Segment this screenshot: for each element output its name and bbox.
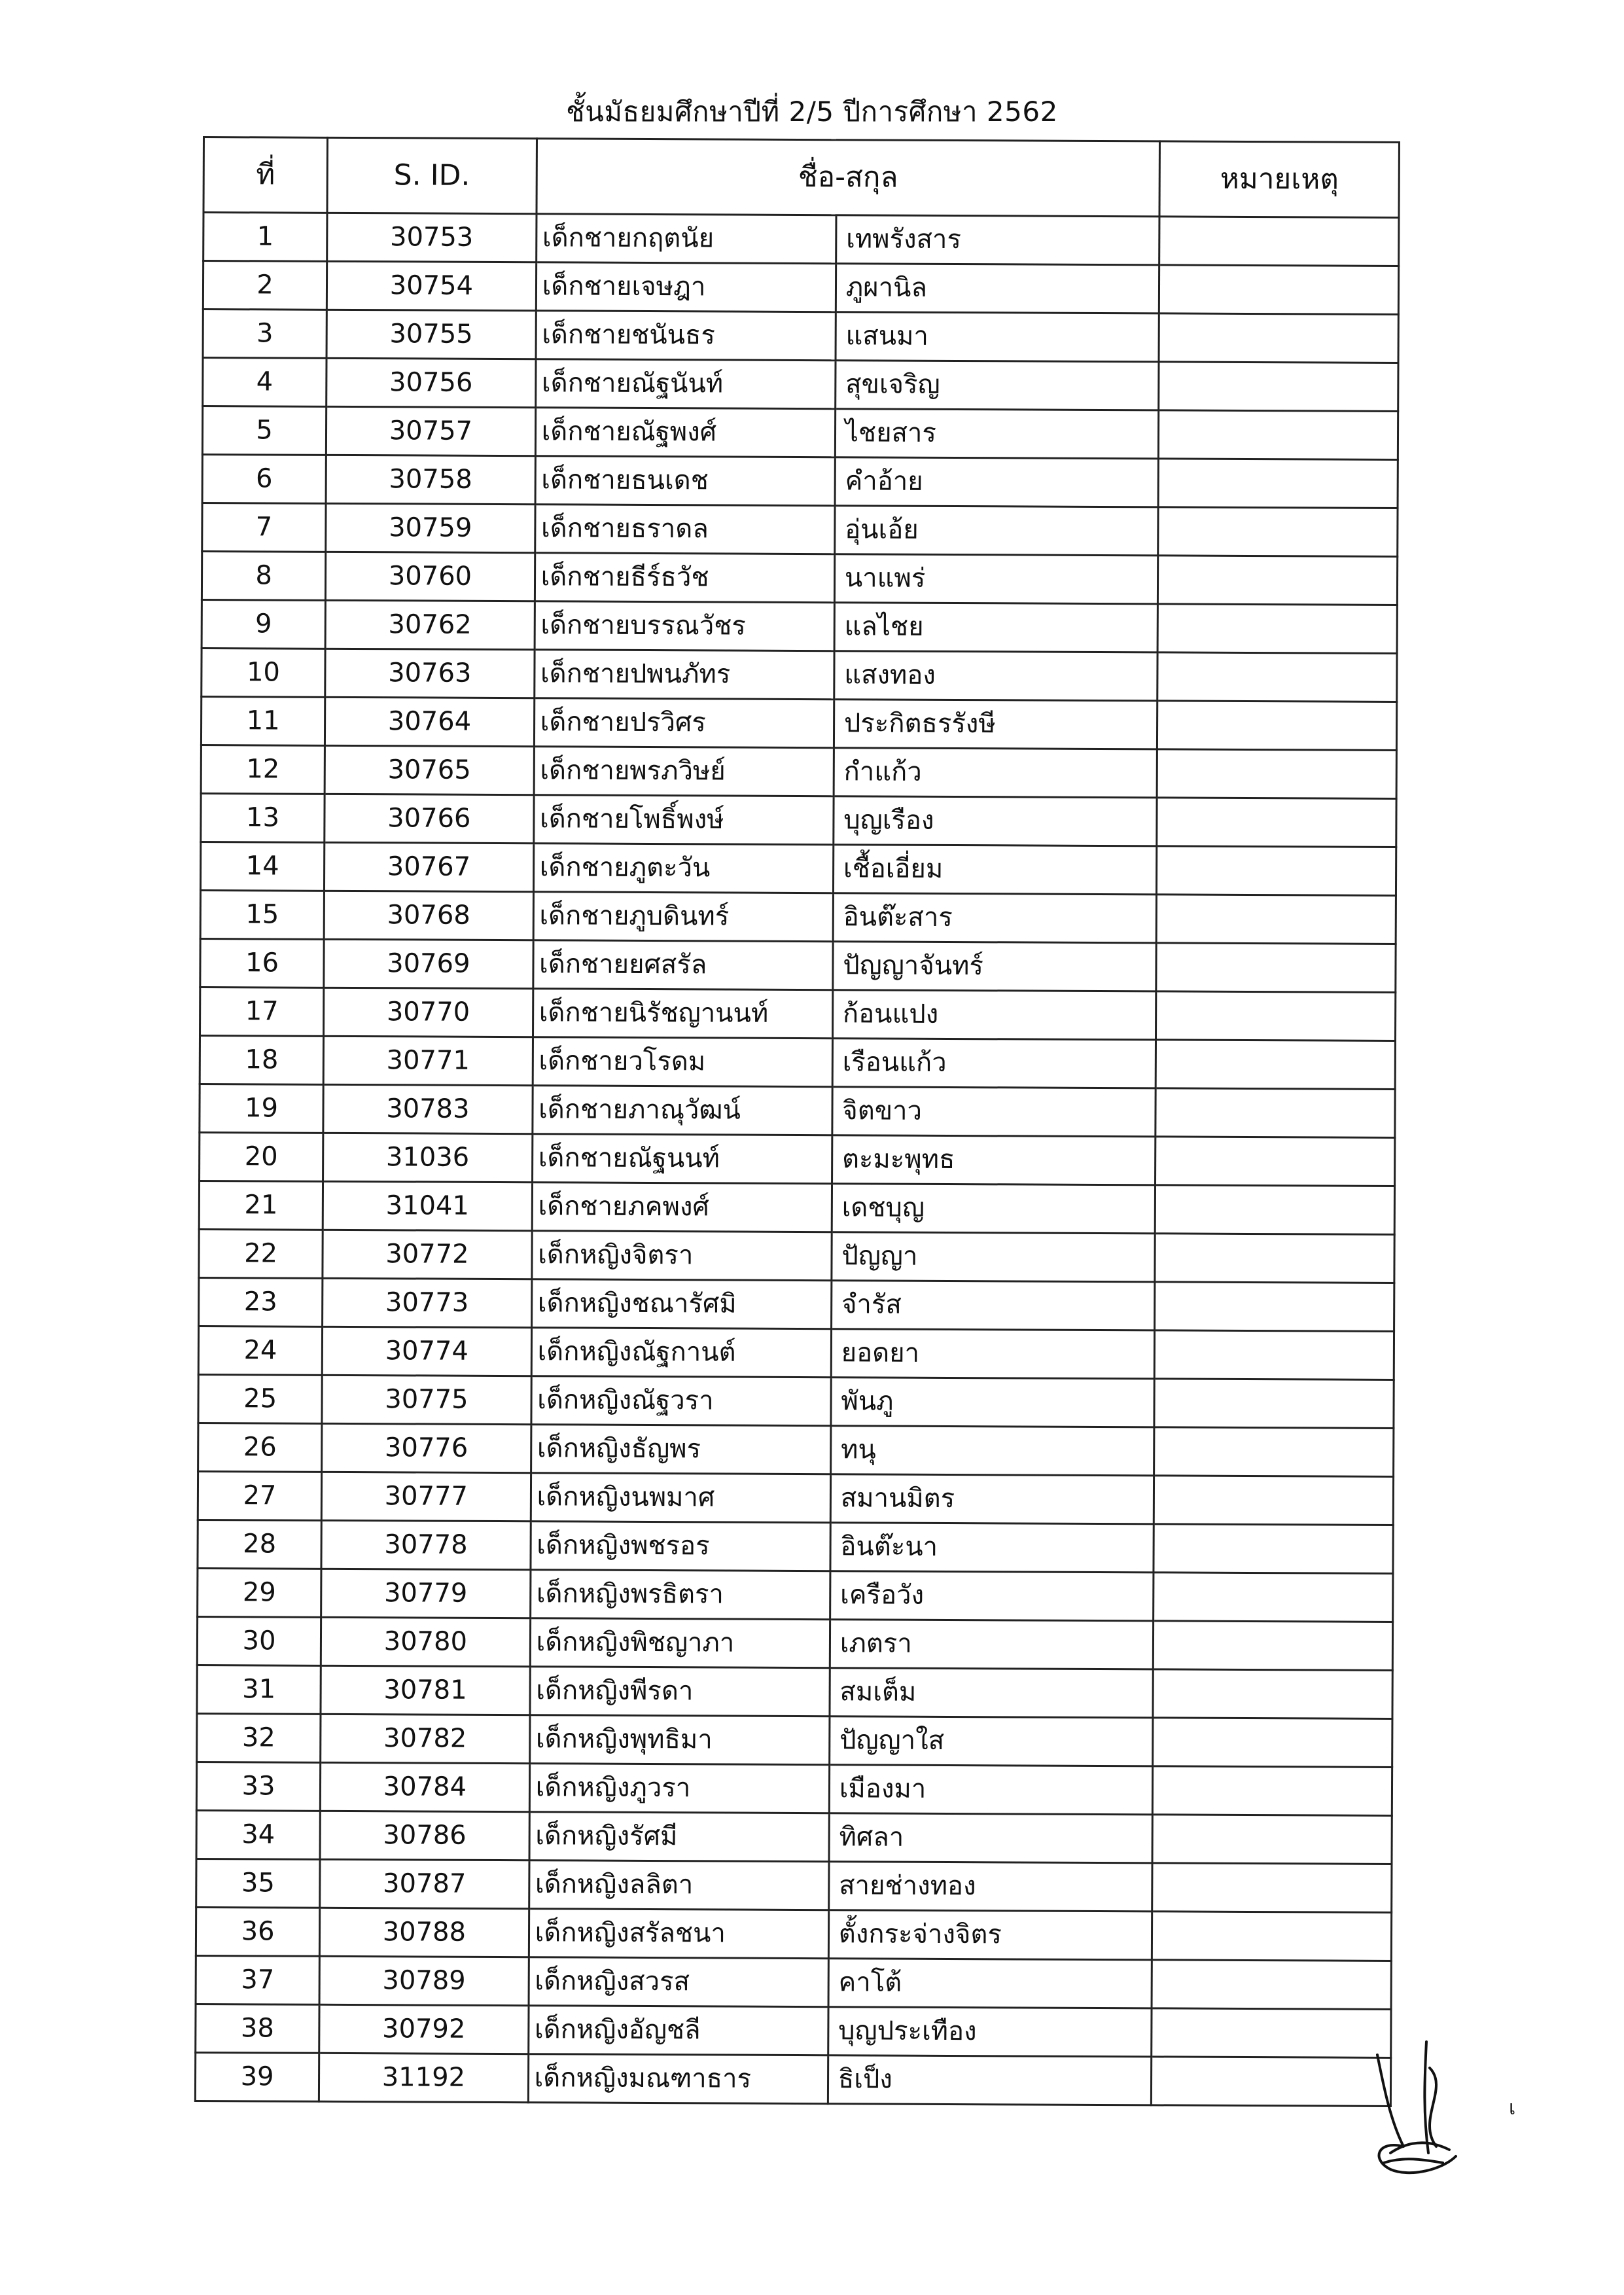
student-id: 30777 [321,1472,531,1521]
remarks-cell [1157,701,1397,751]
student-first-name: เด็กหญิงธัญพร [531,1425,831,1474]
student-id: 30763 [325,649,535,698]
student-id: 31192 [319,2053,528,2102]
header-name: ชื่อ-สกุล [537,139,1160,217]
remarks-cell [1156,895,1396,944]
table-row [203,310,1398,363]
student-last-name: ปัญญาจันทร์ [833,942,1157,991]
student-last-name: ปัญญาใส [829,1717,1153,1766]
student-last-name: คาโต้ [828,1959,1152,2008]
remarks-cell [1154,1476,1393,1525]
remarks-cell [1154,1621,1393,1671]
row-number: 30 [197,1616,321,1665]
student-id: 30776 [322,1423,531,1472]
student-id: 30759 [326,503,535,552]
student-last-name: กำแก้ว [834,748,1157,798]
remarks-cell [1157,798,1396,847]
remarks-cell [1158,556,1398,605]
table-row [200,890,1396,944]
table-row [197,1616,1392,1670]
student-last-name: เดชบุญ [832,1184,1156,1234]
row-number: 33 [196,1762,320,1811]
student-last-name: ตั้งกระจ่างจิตร [828,1910,1152,1960]
student-first-name: เด็กหญิงลลิตา [529,1860,829,1910]
remarks-cell [1154,1427,1394,1477]
row-number: 7 [202,503,326,552]
student-first-name: เด็กชายโพธิ์พงษ์ [533,795,834,845]
remarks-cell [1157,652,1397,702]
row-number: 29 [198,1568,321,1617]
table-row [202,599,1397,653]
remarks-cell [1152,1863,1392,1913]
student-first-name: เด็กชายเจษฎา [536,262,836,312]
student-id: 30778 [321,1520,531,1569]
remarks-cell [1157,604,1397,654]
student-first-name: เด็กชายธราดล [535,505,835,554]
remarks-cell [1159,313,1398,363]
student-last-name: จำรัส [831,1281,1155,1330]
student-id: 30775 [322,1375,531,1424]
remarks-cell [1158,459,1398,508]
student-first-name: เด็กหญิงพรธิตรา [530,1570,830,1620]
student-id: 30788 [319,1908,529,1957]
remarks-cell [1158,507,1398,557]
student-first-name: เด็กชายณัฐพงศ์ [535,408,836,457]
table-row [199,1277,1394,1331]
student-last-name: แลไชย [834,603,1158,652]
row-number: 27 [198,1471,321,1520]
row-number: 2 [203,261,327,310]
table-row [202,552,1397,605]
remarks-cell [1159,362,1398,412]
table-row [198,1520,1393,1573]
student-last-name: อุ่นเอ้ย [835,506,1159,556]
student-id: 30784 [320,1762,529,1811]
student-last-name: ปัญญา [832,1232,1156,1282]
row-number: 12 [201,745,325,794]
student-first-name: เด็กหญิงพชรอร [531,1521,831,1571]
table-row [196,1955,1391,2009]
student-first-name: เด็กหญิงพีรดา [530,1667,830,1717]
student-first-name: เด็กหญิงชณารัศมิ [531,1279,832,1329]
header-row [203,137,1399,218]
table-row [196,1907,1391,1961]
table-row [200,938,1396,992]
student-first-name: เด็กหญิงอัญชลี [528,2006,828,2055]
student-first-name: เด็กชายภูบดินทร์ [533,892,834,942]
student-id: 30754 [327,261,536,310]
student-id: 30767 [325,842,534,891]
student-last-name: ทิศลา [829,1813,1153,1863]
student-last-name: สมเต็ม [830,1668,1154,1718]
student-id: 30789 [319,1956,529,2005]
student-id: 30753 [327,213,537,262]
table-row [200,1132,1395,1186]
row-number: 32 [197,1713,321,1762]
remarks-cell [1152,1815,1392,1864]
row-number: 13 [201,793,325,842]
remarks-cell [1156,1088,1395,1138]
row-number: 9 [202,599,325,649]
remarks-cell [1157,749,1396,799]
student-first-name: เด็กหญิงสวรส [529,1957,829,2007]
student-id: 30758 [326,455,535,504]
table-row [197,1665,1392,1718]
student-last-name: เภตรา [830,1620,1154,1669]
table-row [201,696,1396,750]
table-row [202,503,1398,557]
table-row [200,1035,1395,1089]
remarks-cell [1152,1960,1391,2010]
student-id: 30764 [325,697,535,746]
table-row [202,648,1397,702]
row-number: 31 [197,1665,321,1714]
student-last-name: ธิเป็ง [828,2055,1152,2105]
row-number: 34 [196,1810,320,1859]
student-id: 30786 [320,1811,529,1860]
student-first-name: เด็กชายภคพงศ์ [532,1183,832,1232]
student-first-name: เด็กชายภาณุวัฒน์ [532,1086,832,1135]
student-first-name: เด็กชายกฤตนัย [536,214,836,264]
table-row [201,793,1396,847]
student-first-name: เด็กชายณัฐนนท์ [532,1134,832,1184]
row-number: 23 [199,1277,323,1326]
roster-body [195,213,1399,2107]
student-last-name: ภูผานิล [836,264,1159,313]
table-row [199,1181,1394,1234]
table-row [195,2052,1390,2106]
remarks-cell [1159,217,1399,266]
page-title: ชั้นมัธยมศึกษาปีที่ 2/5 ปีการศึกษา 2562 [566,96,1058,128]
student-last-name: สายช่างทอง [829,1862,1153,1912]
student-first-name: เด็กหญิงณัฐกานต์ [531,1328,832,1378]
student-roster-table [194,136,1400,2107]
student-id: 30779 [321,1569,531,1618]
student-id: 30757 [326,406,535,455]
remarks-cell [1156,943,1396,993]
table-row [201,745,1396,798]
student-last-name: แสงทอง [834,651,1158,701]
student-first-name: เด็กหญิงรัศมี [529,1812,830,1862]
student-id: 30787 [320,1859,529,1908]
table-row [202,455,1398,508]
student-id: 30756 [327,358,536,407]
student-first-name: เด็กชายปรวิศร [534,698,834,748]
student-last-name: ทนุ [830,1426,1154,1476]
header-remarks: หมายเหตุ [1159,141,1399,218]
row-number: 28 [198,1520,321,1569]
remarks-cell [1157,846,1396,896]
row-number: 35 [196,1859,320,1908]
row-number: 36 [196,1907,319,1956]
student-last-name: ยอดยา [831,1329,1155,1379]
student-last-name: เรือนแก้ว [832,1039,1156,1088]
student-first-name: เด็กหญิงณัฐวรา [531,1376,832,1426]
student-last-name: แสนมา [836,312,1159,362]
student-last-name: พันภู [831,1378,1155,1427]
table-row [200,842,1396,895]
row-number: 18 [200,1035,323,1084]
remarks-cell [1154,1524,1393,1574]
remarks-cell [1154,1573,1393,1622]
row-number: 10 [202,648,325,697]
remarks-cell [1155,1234,1394,1283]
row-number: 8 [202,552,325,601]
remarks-cell [1152,2008,1391,2058]
table-row [196,2004,1391,2057]
student-id: 30782 [321,1714,530,1763]
student-id: 30766 [325,794,534,843]
remarks-cell [1153,1766,1392,1816]
student-id: 30780 [321,1617,530,1666]
header-student-id: S. ID. [327,137,537,213]
student-last-name: ไชยสาร [835,409,1159,459]
student-id: 30760 [326,552,535,601]
student-last-name: สุขเจริญ [836,361,1159,410]
student-first-name: เด็กหญิงพุทธิมา [529,1715,830,1765]
row-number: 11 [201,696,325,745]
remarks-cell [1156,1137,1395,1186]
student-first-name: เด็กชายธนเดช [535,456,836,506]
student-last-name: บุญประเทือง [828,2007,1152,2057]
student-last-name: สมานมิตร [830,1474,1154,1524]
remarks-cell [1152,1912,1392,1961]
table-row [198,1326,1394,1379]
table-row [200,987,1396,1041]
row-number: 5 [202,406,326,455]
student-id: 30771 [323,1036,533,1085]
student-id: 30770 [324,987,533,1037]
header-number: ที่ [203,137,328,213]
remarks-cell [1152,2057,1391,2107]
row-number: 21 [199,1181,323,1230]
student-first-name: เด็กชายธีร์ธวัช [535,553,835,603]
student-id: 30769 [324,939,533,988]
row-number: 22 [199,1229,323,1278]
student-id: 30762 [325,600,535,649]
row-number: 17 [200,987,324,1036]
row-number: 38 [196,2004,319,2053]
student-first-name: เด็กหญิงจิตรา [532,1231,832,1281]
remarks-cell [1154,1330,1394,1380]
student-id: 30781 [321,1665,530,1715]
student-first-name: เด็กหญิงสรัลชนา [529,1909,829,1959]
student-first-name: เด็กชายภูตะวัน [533,844,834,893]
student-id: 30768 [324,891,533,940]
student-first-name: เด็กชายชนันธร [536,311,836,361]
student-id: 30765 [325,745,534,794]
margin-mark: เ [1509,2097,1516,2120]
student-first-name: เด็กหญิงนพมาศ [531,1473,831,1523]
table-row [203,213,1399,266]
student-last-name: ประกิตธรรังษี [834,700,1157,749]
student-last-name: บุญเรือง [834,796,1157,846]
row-number: 24 [198,1326,322,1375]
student-id: 30772 [323,1230,532,1279]
student-id: 31041 [323,1181,532,1230]
row-number: 4 [203,358,327,407]
table-row [203,261,1398,315]
row-number: 39 [195,2052,319,2101]
signature-mark [1364,2029,1469,2186]
table-row [198,1423,1394,1476]
student-first-name: เด็กชายปพนภัทร [534,650,834,700]
table-row [202,406,1398,460]
remarks-cell [1156,991,1396,1041]
table-row [196,1762,1392,1815]
student-first-name: เด็กชายวโรดม [533,1037,833,1087]
remarks-cell [1159,265,1399,315]
student-last-name: จิตขาว [832,1087,1156,1137]
student-last-name: ตะมะพุทธ [832,1135,1156,1185]
remarks-cell [1154,1379,1394,1429]
table-row [199,1229,1394,1283]
row-number: 1 [203,213,327,262]
remarks-cell [1155,1282,1394,1332]
row-number: 37 [196,1955,319,2004]
row-number: 25 [198,1374,322,1423]
student-first-name: เด็กชายพรภวิษย์ [534,747,834,796]
row-number: 26 [198,1423,322,1472]
row-number: 14 [200,842,324,891]
row-number: 6 [202,455,326,504]
student-id: 30792 [319,2004,529,2054]
student-id: 31036 [323,1133,533,1182]
remarks-cell [1159,410,1398,460]
row-number: 3 [203,310,327,359]
remarks-cell [1153,1669,1392,1719]
student-id: 30773 [323,1278,532,1327]
student-last-name: เชื้อเอี่ยม [833,845,1157,895]
student-last-name: อินต๊ะสาร [833,893,1157,943]
student-last-name: อินต๊ะนา [830,1523,1154,1573]
student-first-name: เด็กชายยศสรัล [533,940,833,990]
table-row [197,1713,1392,1767]
student-first-name: เด็กหญิงพิชญาภา [530,1618,830,1668]
table-row [200,1084,1395,1137]
table-row [203,358,1398,412]
student-last-name: นาแพร่ [834,554,1158,604]
remarks-cell [1153,1718,1392,1768]
row-number: 15 [200,890,324,939]
student-first-name: เด็กชายบรรณวัชร [535,601,835,651]
student-id: 30755 [327,310,536,359]
student-last-name: คำอ้าย [835,457,1159,507]
student-id: 30774 [322,1326,531,1376]
student-first-name: เด็กหญิงมณฑาธาร [528,2054,828,2104]
student-first-name: เด็กชายนิรัชญานนท์ [533,989,833,1039]
student-first-name: เด็กชายณัฐนันท์ [535,359,836,409]
student-last-name: เครือวัง [830,1571,1154,1621]
student-last-name: เทพรังสาร [836,215,1159,265]
table-row [198,1568,1393,1622]
remarks-cell [1156,1040,1395,1090]
student-first-name: เด็กหญิงภูวรา [529,1764,830,1813]
student-last-name: เมืองมา [829,1765,1153,1815]
table-row [198,1471,1393,1525]
row-number: 20 [200,1132,323,1181]
row-number: 16 [200,938,324,987]
student-id: 30783 [323,1084,533,1133]
table-row [196,1810,1392,1864]
table-row [198,1374,1394,1428]
table-row [196,1859,1392,1912]
row-number: 19 [200,1084,323,1133]
remarks-cell [1155,1185,1394,1235]
student-last-name: ก้อนแปง [832,990,1156,1040]
